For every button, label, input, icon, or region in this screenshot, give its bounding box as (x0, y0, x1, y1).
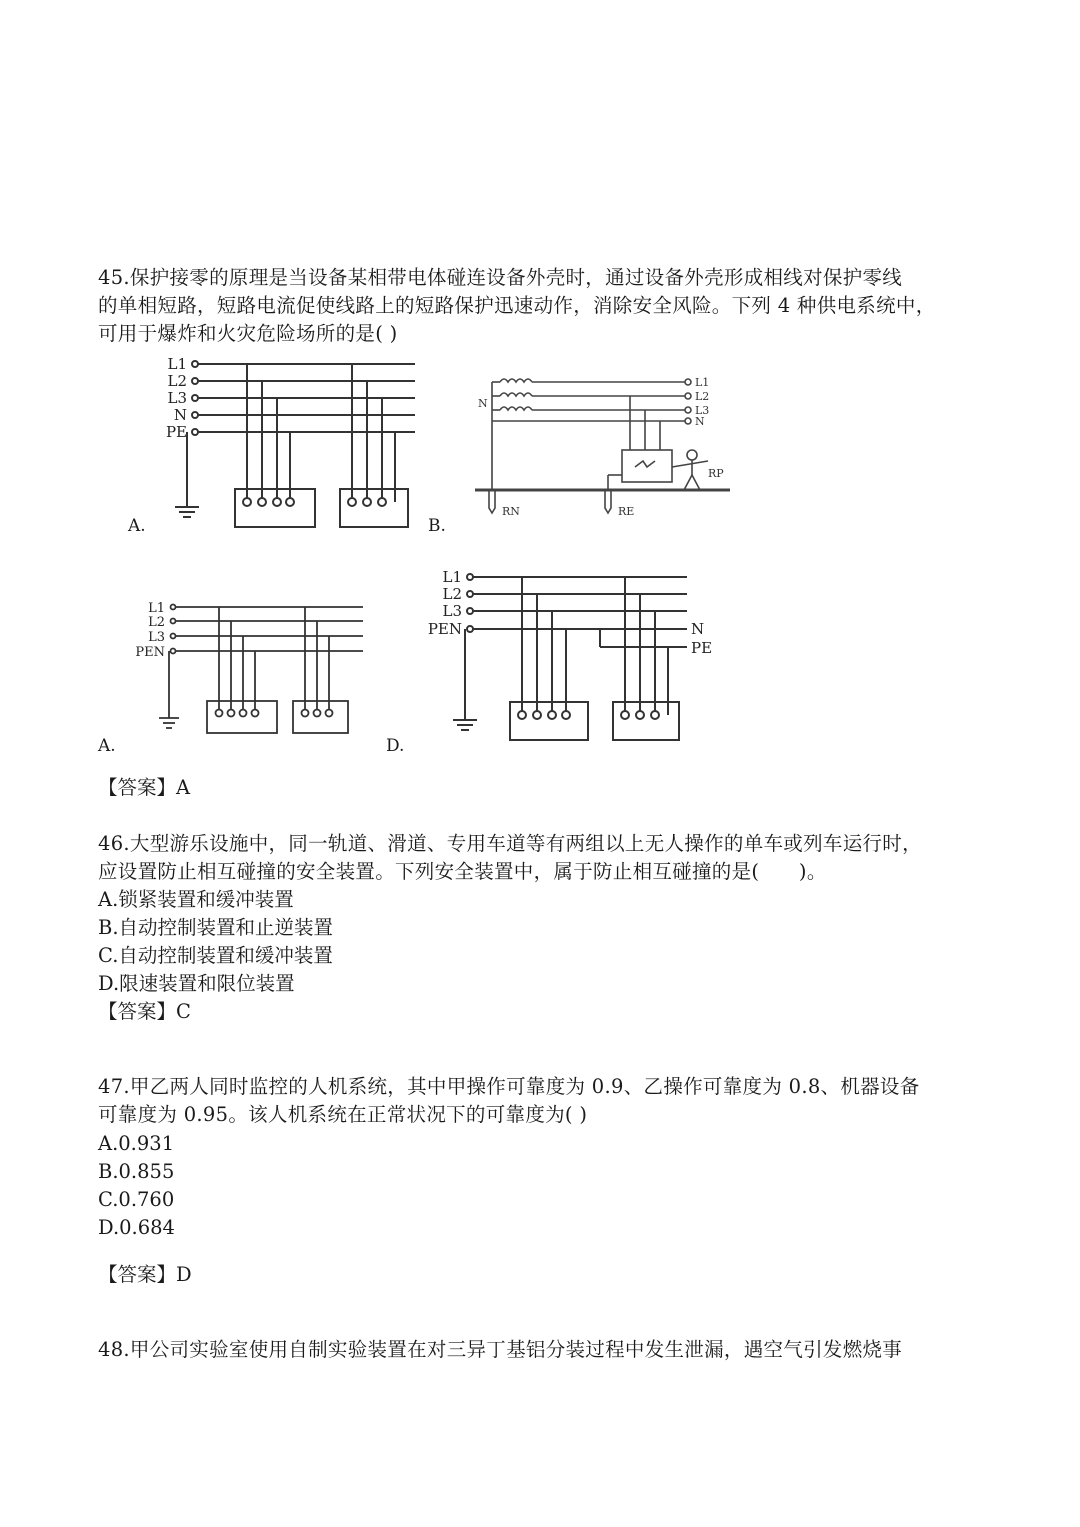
diagram-a-bottom-label: A. (98, 736, 116, 756)
diagram-d-terminal-l1: L1 (442, 568, 462, 586)
diagram-d-label: D. (386, 736, 405, 756)
q48-stem-line-1: 48.甲公司实验室使用自制实验装置在对三异丁基铝分装过程中发生泄漏，遇空气引发燃烧事 (98, 1338, 903, 1361)
q46-option-a: A.锁紧装置和缓冲装置 (98, 888, 294, 911)
diagram-a-top-terminal-n: N (173, 406, 187, 424)
diagram-d-terminal-l2: L2 (442, 585, 462, 603)
diagram-a-bottom (125, 593, 365, 743)
diagram-b-terminal-l1: L1 (695, 376, 710, 389)
q47-stem-line-1: 47.甲乙两人同时监控的人机系统，其中甲操作可靠度为 0.9、乙操作可靠度为 0.8、机器设备 (98, 1075, 920, 1098)
q46-option-d: D.限速装置和限位装置 (98, 972, 295, 995)
diagram-b (470, 365, 740, 525)
diagram-b-label: B. (428, 516, 446, 536)
diagram-b-terminal-n: N (695, 415, 705, 428)
diagram-b-neutral-label: N (478, 397, 488, 410)
diagram-b-rp-label: RP (708, 467, 724, 480)
diagram-d (425, 565, 725, 750)
q45-answer: 【答案】A (98, 776, 191, 799)
q45-stem-line-1: 45.保护接零的原理是当设备某相带电体碰连设备外壳时，通过设备外壳形成相线对保护零线 (98, 266, 903, 289)
q47-option-d: D.0.684 (98, 1216, 175, 1239)
diagram-b-terminal-l3: L3 (695, 404, 710, 417)
diagram-a-bottom-terminal-l1: L1 (148, 601, 165, 616)
diagram-a-top-terminal-l3: L3 (167, 389, 187, 407)
q45-stem-line-2: 的单相短路，短路电流促使线路上的短路保护迅速动作，消除安全风险。下列 4 种供电系统中， (98, 294, 936, 317)
diagram-a-top-terminal-pe: PE (165, 423, 187, 441)
q47-answer: 【答案】D (98, 1263, 192, 1286)
diagram-b-rn-label: RN (502, 505, 520, 518)
diagram-a-bottom-terminal-pen: PEN (135, 645, 165, 660)
diagram-a-top-label: A. (128, 516, 146, 536)
q46-stem-line-2: 应设置防止相互碰撞的安全装置。下列安全装置中，属于防止相互碰撞的是( )。 (98, 860, 827, 883)
q46-option-c: C.自动控制装置和缓冲装置 (98, 944, 333, 967)
q47-stem-line-2: 可靠度为 0.95。该人机系统在正常状况下的可靠度为( ) (98, 1103, 588, 1126)
diagram-a-top-terminal-l2: L2 (167, 372, 187, 390)
diagram-d-pe-label: PE (691, 639, 713, 657)
q47-option-b: B.0.855 (98, 1160, 175, 1183)
q45-stem-line-3: 可用于爆炸和火灾危险场所的是( ) (98, 322, 398, 345)
q47-option-a: A.0.931 (98, 1132, 175, 1155)
q46-answer: 【答案】C (98, 1000, 191, 1023)
diagram-a-top (125, 352, 425, 542)
diagram-a-bottom-terminal-l3: L3 (148, 630, 165, 645)
q46-stem-line-1: 46.大型游乐设施中，同一轨道、滑道、专用车道等有两组以上无人操作的单车或列车运行时， (98, 832, 922, 855)
q47-option-c: C.0.760 (98, 1188, 175, 1211)
diagram-d-n-label: N (691, 620, 705, 638)
diagram-d-terminal-pen: PEN (427, 620, 462, 638)
diagram-b-terminal-l2: L2 (695, 390, 710, 403)
diagram-b-re-label: RE (618, 505, 635, 518)
diagram-a-top-terminal-l1: L1 (167, 355, 187, 373)
q46-option-b: B.自动控制装置和止逆装置 (98, 916, 334, 939)
diagram-a-bottom-terminal-l2: L2 (148, 615, 165, 630)
diagram-d-terminal-l3: L3 (442, 602, 462, 620)
